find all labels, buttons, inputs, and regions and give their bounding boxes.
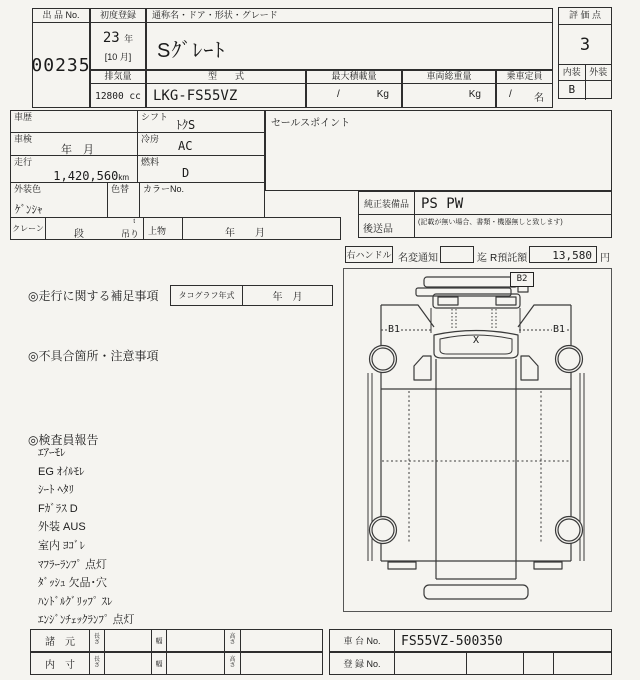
width-label: 幅 (155, 660, 163, 668)
mileage-label: 走行 (14, 157, 33, 167)
aircon-label: 冷房 (141, 134, 160, 144)
fuel-label: 燃料 (141, 157, 160, 167)
inspector-report-heading: ◎検査員報告 (28, 433, 99, 447)
color-no-cell (139, 182, 265, 218)
inspector-item: ｼｰﾄ ﾍﾀﾘ (38, 484, 75, 497)
mileage-cell (10, 155, 138, 183)
history-label: 車歴 (14, 112, 33, 122)
inner-row-label: 内 寸 (45, 660, 75, 671)
shift-label: シフト (141, 112, 169, 122)
first-registration-year: 23 (102, 30, 120, 46)
rhd-badge (345, 246, 393, 263)
inspector-item: ｴﾝｼﾞﾝﾁｪｯｸﾗﾝﾌﾟ 点灯 (38, 614, 135, 627)
first-registration-label: 初度登録 (91, 9, 145, 23)
spec-length-label-cell (89, 629, 105, 652)
fuel-cell (137, 155, 265, 183)
inner-length-label-cell (89, 652, 105, 675)
rhd-label: 右ハンドル (346, 250, 392, 260)
max-load-value: / (337, 89, 340, 100)
crane-cell (10, 217, 46, 240)
oem-equipment-label-cell (358, 191, 415, 215)
damage-code-x: X (473, 335, 480, 346)
inner-width-value-cell (166, 652, 225, 675)
crane-tsuri-label: 吊り (120, 229, 139, 239)
max-load-label: 最大積載量 (307, 71, 401, 84)
model-code-label: 型 式 (147, 71, 305, 84)
tachograph-value: 年 月 (272, 292, 303, 303)
later-items-note: (記載が無い場合、書類・機器無しと致します) (418, 219, 563, 226)
spec-height-label-cell (224, 629, 241, 652)
deposit-field (529, 246, 597, 263)
oem-equipment-value: PS PW (421, 196, 464, 212)
height-label: 高さ (229, 634, 236, 646)
inspector-item: ﾏﾌﾗｰﾗﾝﾌﾟ 点灯 (38, 558, 108, 571)
crane-spec-cell (45, 217, 144, 240)
history-cell (10, 110, 138, 133)
inspector-report-list (38, 444, 318, 630)
uwamono-label: 上物 (148, 226, 167, 236)
width-label: 幅 (155, 637, 163, 645)
length-label: 長さ (93, 634, 100, 646)
first-registration-year-unit: 年 (124, 34, 134, 44)
deposit-label: R預託額 (490, 253, 528, 264)
later-items-label-cell (358, 214, 415, 238)
spec-width-value-cell (166, 629, 225, 652)
capacity-unit: 名 (534, 93, 544, 104)
spec-length-value-cell (104, 629, 152, 652)
chassis-no-value-cell (394, 629, 612, 652)
spec-height-value-cell (240, 629, 323, 652)
score-box (558, 7, 612, 99)
inspector-item: Fｶﾞﾗｽ D (38, 502, 78, 515)
vehicle-name-value: Sｸﾞﾚｰﾄ (157, 40, 226, 62)
aircon-cell (137, 132, 265, 156)
max-load-box (306, 70, 402, 108)
sales-point-label: セールスポイント (271, 118, 351, 129)
chassis-no-value: FS55VZ-500350 (401, 634, 503, 649)
gross-weight-unit: Kg (468, 89, 481, 100)
color-no-label: カラーNo. (143, 184, 185, 194)
inspection-cell (10, 132, 138, 156)
score-label: 評 価 点 (559, 8, 611, 25)
damage-code-b1-right: B1 (553, 324, 566, 335)
first-registration-month: [10 月] (104, 52, 132, 62)
name-change-field (440, 246, 474, 263)
registration-no-cell (394, 652, 467, 675)
gross-weight-box (402, 70, 496, 108)
displacement-label: 排気量 (91, 71, 145, 84)
later-items-label: 後送品 (363, 224, 393, 235)
later-items-note-cell (414, 214, 612, 238)
length-label: 長さ (93, 657, 100, 669)
inner-row-label-cell (30, 652, 90, 675)
capacity-label: 乗車定員 (497, 71, 552, 84)
inner-width-label-cell (151, 652, 167, 675)
capacity-value: / (509, 89, 512, 100)
displacement-value: 12800 cc (95, 90, 141, 102)
fuel-value: D (182, 166, 190, 180)
aircon-value: AC (178, 139, 193, 153)
truck-top-view-drawing (344, 269, 611, 611)
damage-code-b2: B2 (510, 272, 534, 287)
mileage-unit: km (118, 173, 129, 182)
vehicle-diagram-box (343, 268, 612, 612)
model-code-box (146, 70, 306, 108)
uwamono-year-value: 年 月 (225, 228, 265, 239)
chassis-no-label: 車 台 No. (343, 636, 381, 646)
mileage-value: 1,420,560 (53, 169, 119, 183)
mileage-note-heading: ◎走行に関する補足事項 (28, 289, 159, 303)
until-label: 迄 (477, 253, 487, 264)
crane-dan-label: 段 (74, 229, 84, 240)
inspector-item: EG ｵｲﾙﾓﾚ (38, 465, 85, 478)
inner-height-value-cell (240, 652, 323, 675)
inner-height-label-cell (224, 652, 241, 675)
repaint-label: 色替 (111, 184, 130, 194)
lot-number-value: 00235 (31, 54, 91, 76)
inspection-label: 車検 (14, 134, 33, 144)
chassis-no-label-cell (329, 629, 395, 652)
yen-label: 円 (600, 253, 610, 264)
inspector-item: ﾀﾞｯｼｭ 欠品･穴 (38, 577, 108, 590)
inspector-item: 室内 ﾖｺﾞﾚ (38, 539, 86, 552)
registration-no-cell (523, 652, 554, 675)
spec-width-label-cell (151, 629, 167, 652)
height-label: 高さ (229, 657, 236, 669)
crane-ton-label: t (133, 219, 135, 225)
inspector-item: ｴｱｰﾓﾚ (38, 447, 66, 459)
crane-label: クレーン (12, 224, 44, 233)
name-change-label: 名変通知 (398, 253, 438, 264)
oem-equipment-value-cell (414, 191, 612, 215)
exterior-color-value: ｹﾞﾝｼｬ (15, 204, 43, 216)
uwamono-year-cell (182, 217, 341, 240)
tachograph-value-cell (242, 285, 333, 306)
damage-code-b1-left: B1 (388, 324, 401, 335)
inspector-item: 外装 AUS (38, 521, 86, 534)
exterior-grade (586, 81, 612, 100)
oem-equipment-label: 純正装備品 (363, 198, 409, 209)
lot-number-label: 出 品 No. (33, 9, 89, 23)
vehicle-name-label: 通称名・ドア・形状・グレード (147, 9, 552, 23)
interior-label: 内装 (559, 65, 586, 80)
vehicle-name-box (146, 8, 553, 70)
exterior-color-cell (10, 182, 108, 218)
max-load-unit: Kg (376, 89, 389, 100)
registration-no-cell (466, 652, 524, 675)
registration-no-label-cell (329, 652, 395, 675)
gross-weight-label: 車両総重量 (403, 71, 495, 84)
score-value: 3 (559, 25, 611, 65)
spec-row-label-cell (30, 629, 90, 652)
capacity-box (496, 70, 553, 108)
uwamono-cell (143, 217, 183, 240)
shift-value: ﾄｸS (176, 118, 196, 132)
interior-grade: B (559, 81, 586, 100)
deposit-value: 13,580 (552, 249, 592, 262)
lot-number-box (32, 8, 90, 108)
exterior-color-label: 外装色 (14, 184, 42, 194)
repaint-cell (107, 182, 140, 218)
tachograph-label-cell (170, 285, 243, 306)
model-code-value: LKG-FS55VZ (153, 88, 238, 104)
tachograph-label: タコグラフ年式 (178, 291, 235, 300)
exterior-label: 外装 (589, 67, 608, 77)
registration-no-label: 登 録 No. (343, 659, 381, 669)
inner-length-value-cell (104, 652, 152, 675)
first-registration-box (90, 8, 146, 70)
shift-cell (137, 110, 265, 133)
inspection-value: 年 月 (61, 144, 94, 156)
sales-point-box (265, 110, 612, 191)
inspector-item: ﾊﾝﾄﾞﾙｸﾞﾘｯﾌﾟ ｽﾚ (38, 595, 113, 608)
spec-row-label: 諸 元 (45, 637, 75, 648)
defects-heading: ◎不具合箇所・注意事項 (28, 349, 159, 363)
registration-no-cell (553, 652, 612, 675)
displacement-box (90, 70, 146, 108)
